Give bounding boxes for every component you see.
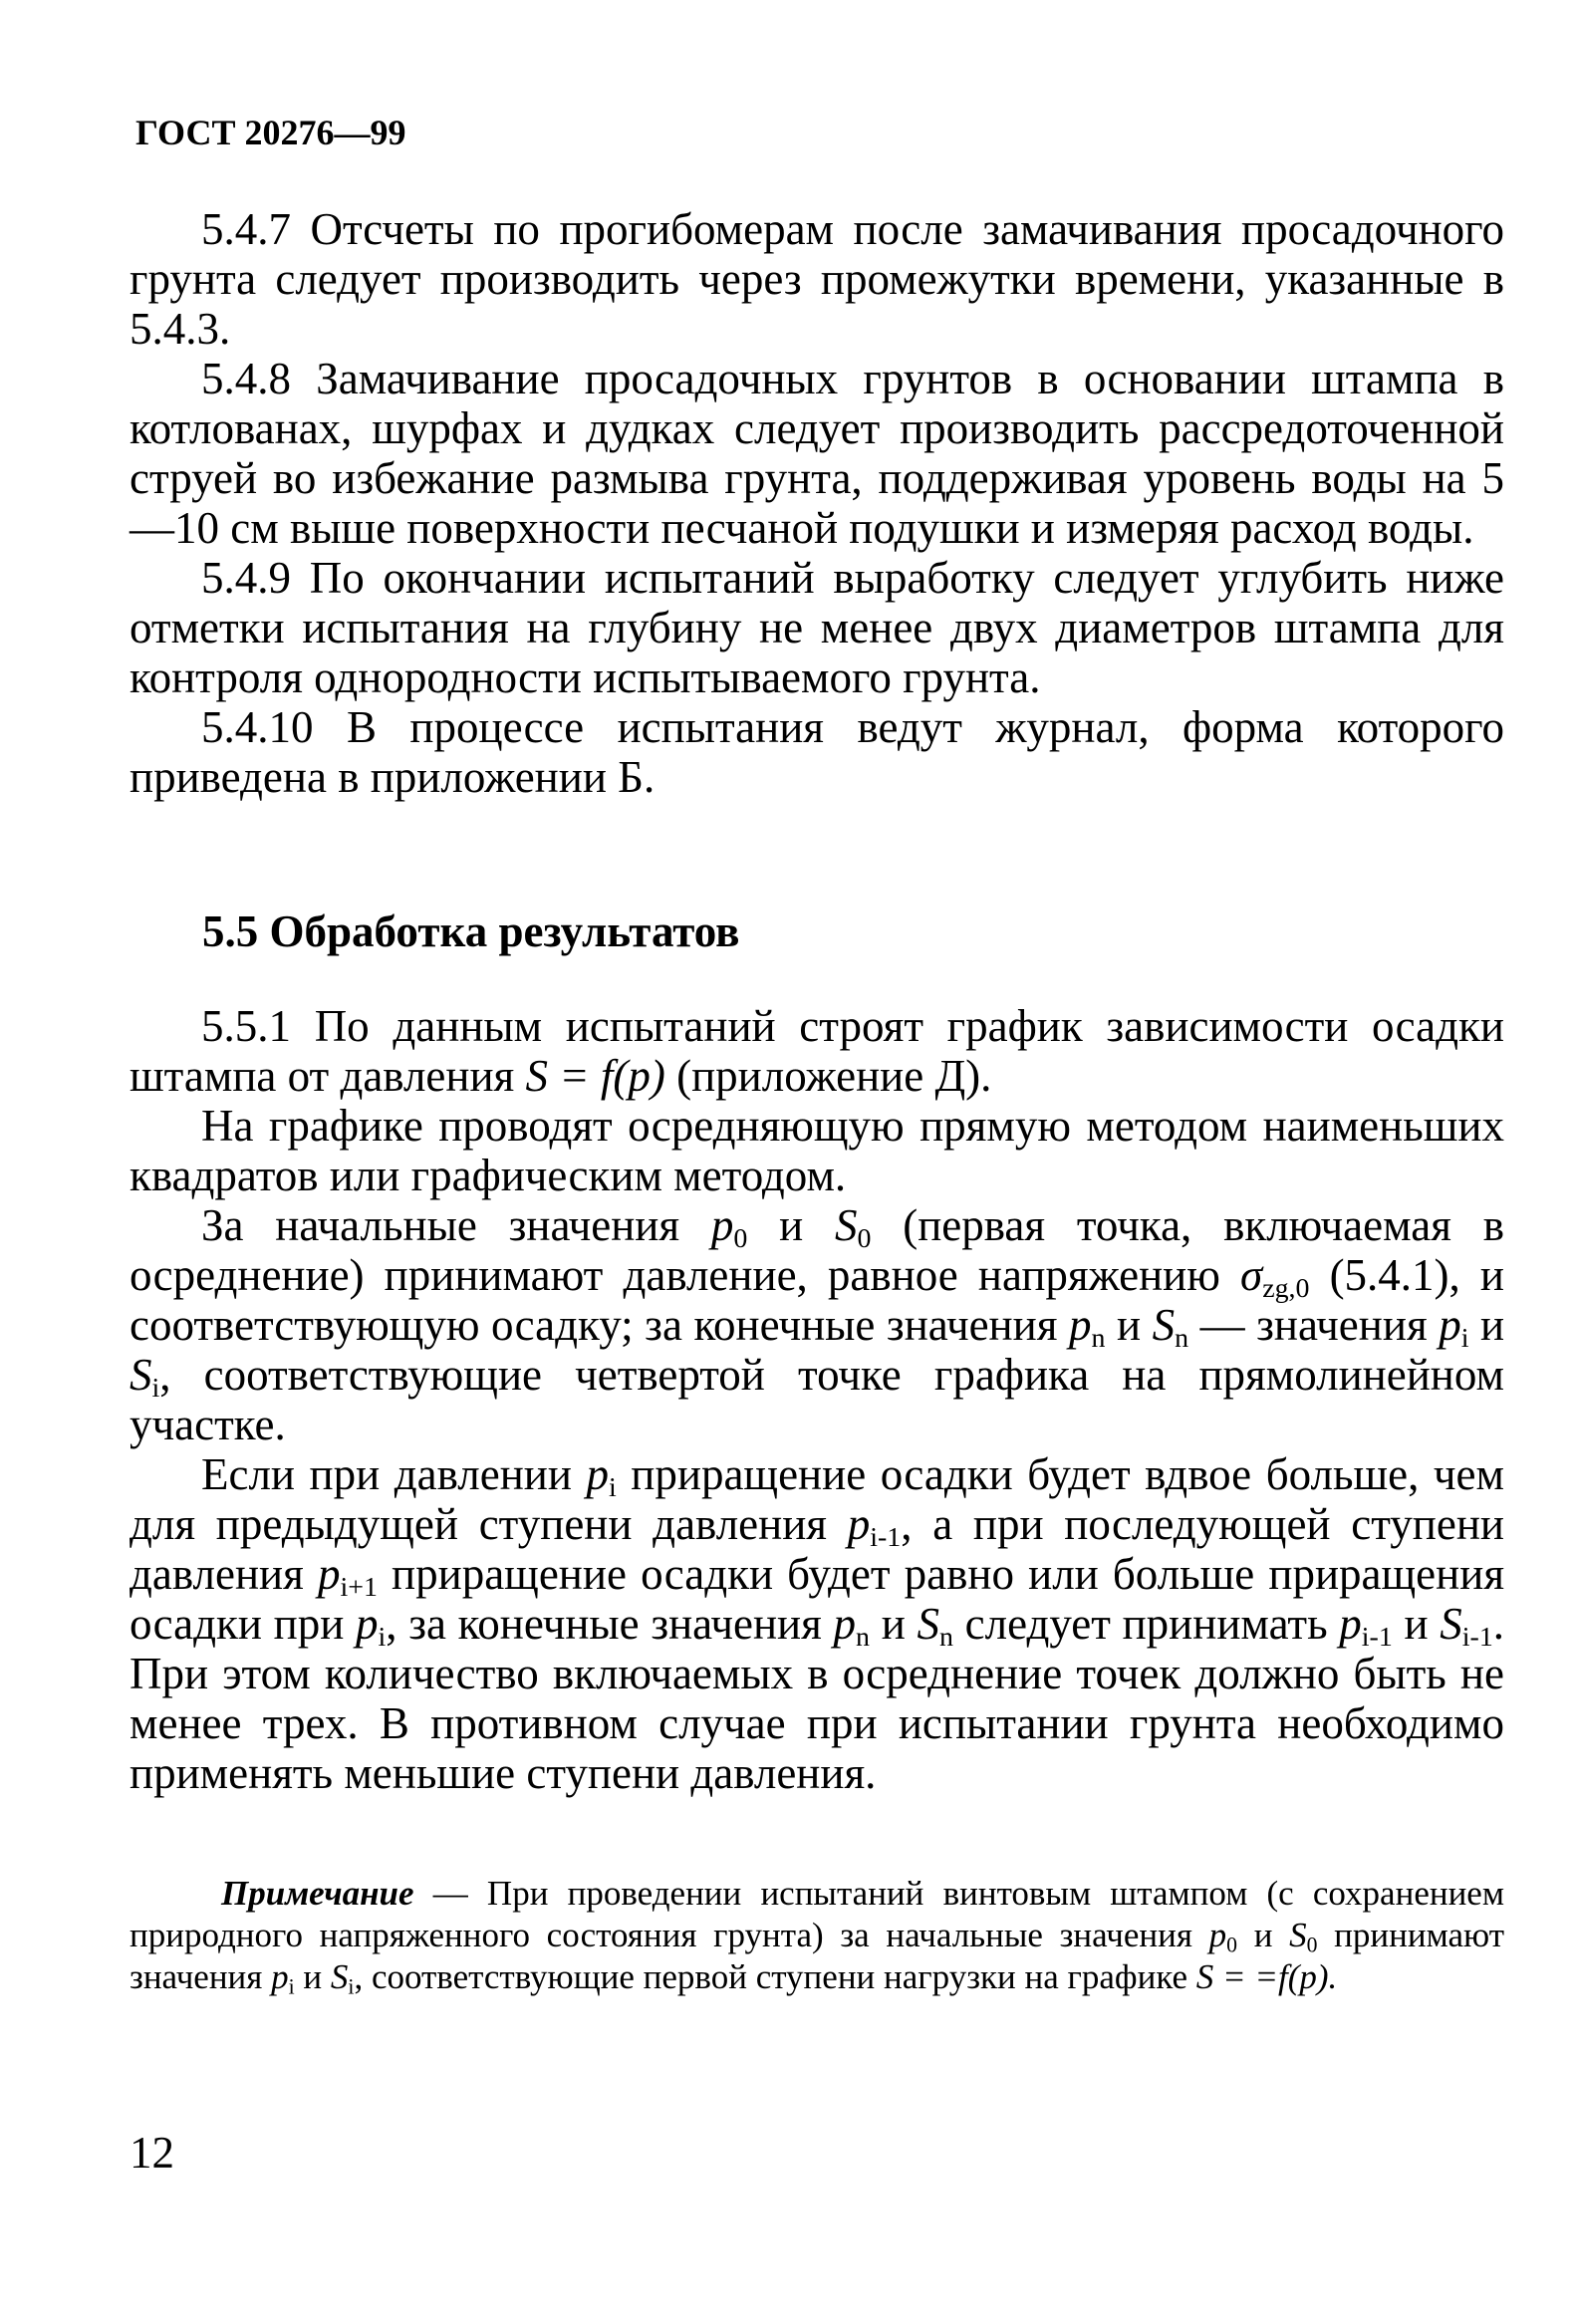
- paragraph-5-4-7: 5.4.7 Отсчеты по прогибомерам после замачивания просадочного грунта следует производить через промежутки времени, указанные в 5.4.3.: [130, 204, 1504, 354]
- note-block: [130, 1873, 1504, 1998]
- standard-header: ГОСТ 20276—99: [135, 113, 406, 152]
- paragraph-pressure-increments: Если при давлении $p_i$ приращение осадки будет вдвое больше, чем для предыдущей ступени давления $p_{i-1}$, а при последующей ступени давления $p_{i+1}$ приращение осадки будет равно или больше приращения осадки при $p_i$, за конечные значения $p_n$ и $S_n$ следует принимать $p_{i-1}$ и $S_{i-1}$. При этом количество включаемых в осреднение точек должно быть не менее трех. В противном случае при испытании грунта необходимо применять меньшие ступени давления.: [130, 1449, 1505, 1798]
- page-number: 12: [130, 2128, 174, 2178]
- paragraph-initial-values: За начальные значения $p_0$ и $S_0$ (первая точка, включаемая в осреднение) принимают давление, равное напряжению $\sigma_{zg,0}$ (5.4.1), и соответствующую осадку; за конечные значения $p_n$ и $S_n$ — значения $p_i$ и $S_i$, соответствующие четвертой точке графика на прямолинейном участке.: [130, 1200, 1505, 1449]
- note-text: Примечание — При проведении испытаний винтовым штампом (с сохранением природного напряженного состояния грунта) за начальные значения $p_0$ и $S_0$ принимают значения $p_i$ и $S_i$, соответствующие первой ступени нагрузки на графике S = =f(p).: [130, 1874, 1505, 1999]
- paragraph-5-4-9: 5.4.9 По окончании испытаний выработку следует углубить ниже отметки испытания на глубину не менее двух диаметров штампа для контроля однородности испытываемого грунта.: [130, 553, 1504, 702]
- paragraph-5-5-1: 5.5.1 По данным испытаний строят график зависимости осадки штампа от давления S = f(p) (приложение Д).: [130, 1001, 1504, 1101]
- section-5-4-text: [130, 204, 1504, 802]
- paragraph-averaging-line: На графике проводят осредняющую прямую методом наименьших квадратов или графическим методом.: [130, 1101, 1504, 1200]
- note-label: Примечание: [221, 1874, 414, 1913]
- note-formula: S = =f(p).: [1195, 1957, 1338, 1996]
- paragraph-5-4-8: 5.4.8 Замачивание просадочных грунтов в основании штампа в котлованах, шурфах и дудках следует производить рассредоточенной струей во избежание размыва грунта, поддерживая уровень воды на 5—10 см выше поверхности песчаной подушки и измеряя расход воды.: [130, 354, 1504, 553]
- paragraph-5-4-10: 5.4.10 В процессе испытания ведут журнал, форма которого приведена в приложении Б.: [130, 702, 1504, 802]
- section-5-5-text: [130, 1001, 1504, 1798]
- section-title: 5.5 Обработка результатов: [202, 906, 740, 956]
- formula-s-f-p: S = f(p): [525, 1051, 665, 1101]
